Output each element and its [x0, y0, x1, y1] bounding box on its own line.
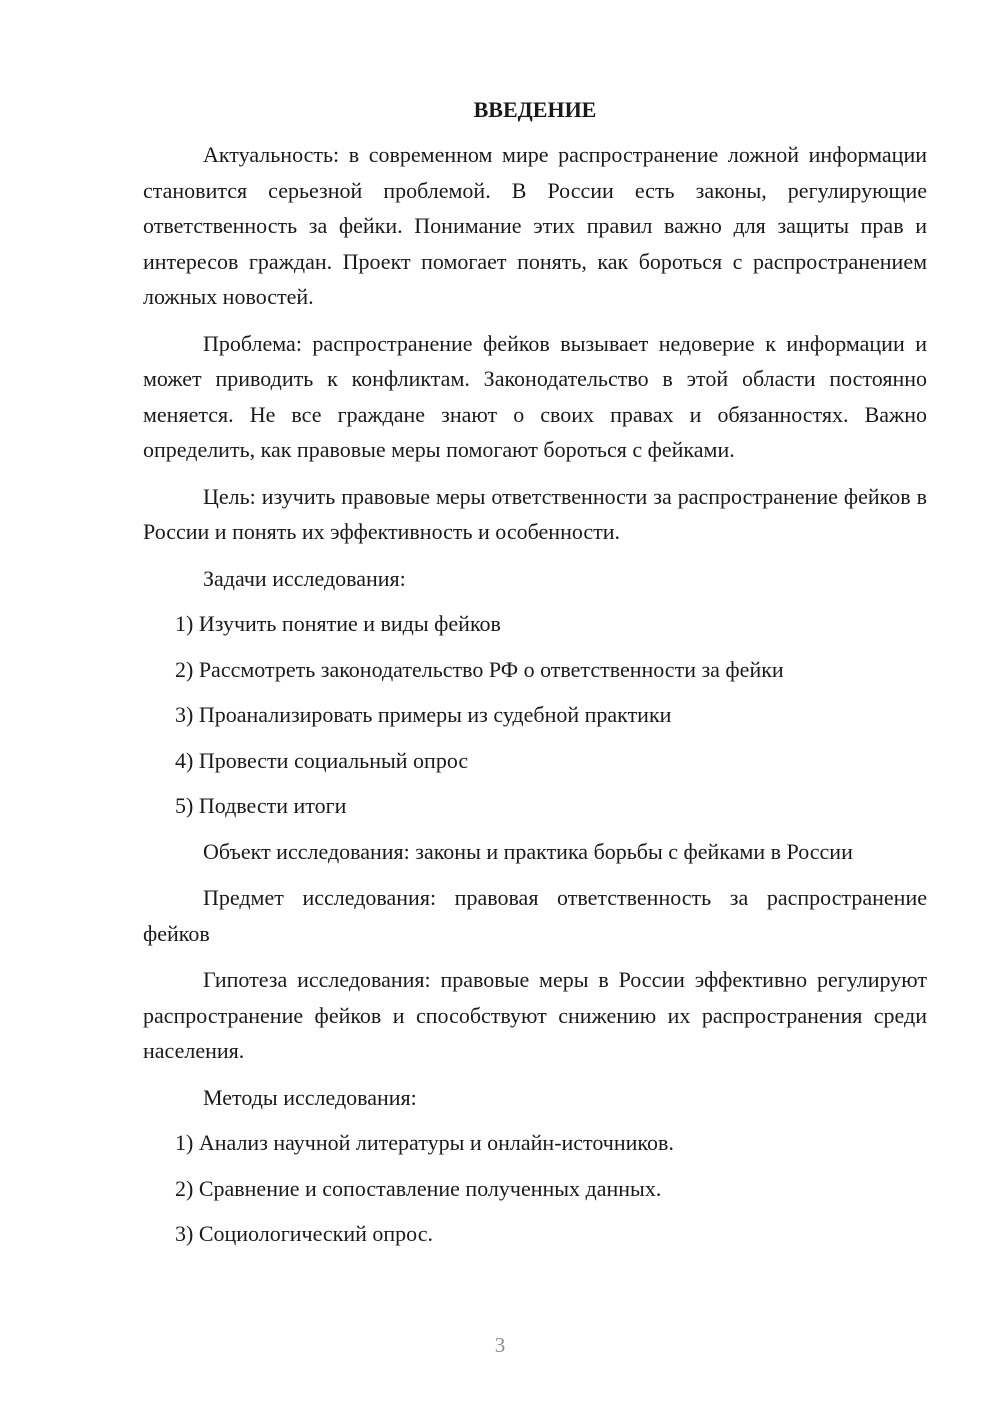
- tasks-list: [143, 606, 927, 824]
- methods-list: [143, 1125, 927, 1252]
- paragraph-problem: Проблема: распространение фейков вызывает недоверие к информации и может приводить к конфликтам. Законодательство в этой области постоянно меняется. Не все граждане знают о своих правах и обязанностях. Важно определить, как правовые меры помогают бороться с фейками.: [143, 330, 927, 462]
- paragraph-object: Объект исследования: законы и практика борьбы с фейками в России: [203, 838, 853, 864]
- section-title: ВВЕДЕНИЕ: [473, 97, 597, 122]
- list-item: 4) Провести социальный опрос: [175, 747, 469, 773]
- methods-heading: Методы исследования:: [203, 1084, 417, 1110]
- paragraph-goal: Цель: изучить правовые меры ответственности за распространение фейков в России и понять их эффективность и особенности.: [143, 483, 927, 544]
- list-item: 3) Проанализировать примеры из судебной практики: [175, 702, 672, 727]
- page-number: 3: [494, 1333, 506, 1357]
- paragraph-subject: Предмет исследования: правовая ответственность за распространение фейков: [143, 885, 927, 946]
- tasks-heading: Задачи исследования:: [203, 565, 406, 591]
- list-item: 5) Подвести итоги: [175, 793, 347, 818]
- list-item: 1) Анализ научной литературы и онлайн-источников.: [175, 1130, 674, 1155]
- list-item: 2) Сравнение и сопоставление полученных данных.: [175, 1175, 662, 1201]
- list-item: 1) Изучить понятие и виды фейков: [175, 611, 501, 636]
- paragraph-hypothesis: Гипотеза исследования: правовые меры в России эффективно регулируют распространение фейков и способствуют снижению их распространения среди населения.: [143, 967, 927, 1063]
- page-content: [143, 92, 927, 1262]
- paragraph-relevance: Актуальность: в современном мире распространение ложной информации становится серьезной проблемой. В России есть законы, регулирующие ответственность за фейки. Понимание этих правил важно для защиты прав и интересов граждан. Проект помогает понять, как бороться с распространением ложных новостей.: [143, 142, 927, 309]
- list-item: 2) Рассмотреть законодательство РФ о ответственности за фейки: [175, 656, 784, 682]
- list-item: 3) Социологический опрос.: [175, 1221, 433, 1246]
